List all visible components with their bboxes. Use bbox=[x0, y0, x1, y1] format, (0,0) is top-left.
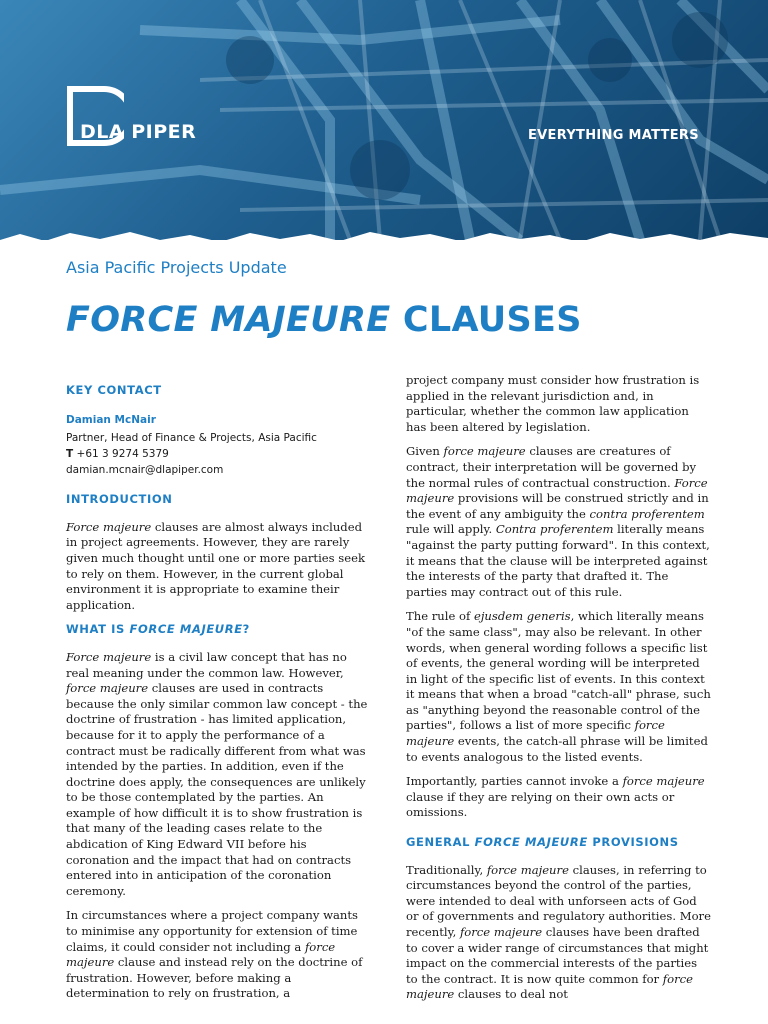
own-acts-paragraph: Importantly, parties cannot invoke a force majeure clause if they are relying on their own acts or omissions. bbox=[406, 774, 705, 820]
logo-text: DLA PIPER bbox=[80, 121, 197, 143]
contact-phone: T +61 3 9274 5379 bbox=[66, 448, 169, 461]
contact-name: Damian McNair bbox=[66, 413, 156, 426]
key-contact-heading: KEY CONTACT bbox=[66, 383, 162, 397]
contact-email[interactable]: damian.mcnair@dlapiper.com bbox=[66, 464, 224, 477]
dla-piper-logo bbox=[66, 85, 196, 155]
right-column bbox=[406, 373, 711, 1012]
key-contact-card bbox=[66, 413, 371, 479]
frustration-paragraph: project company must consider how frustration is applied in the relevant jurisdiction and, in particular, whether the common law application has been altered by legislation. bbox=[406, 373, 700, 434]
what-is-heading: WHAT IS FORCE MAJEURE? bbox=[66, 622, 250, 637]
torn-edge bbox=[0, 224, 768, 248]
ejusdem-generis-paragraph: The rule of ejusdem generis, which literally means "of the same class", may also be relevant. In other words, when general wording follows a specific list of events, the general wording will be interpreted in light of the specific list of events. In this context it means that when a broad "catch-all" phrase, such as "anything beyond the reasonable control of the parties", follows a list of more specific force majeure events, the catch-all phrase will be limited to events analogous to the listed events. bbox=[406, 609, 711, 764]
contra-proferentem-paragraph: Given force majeure clauses are creatures of contract, their interpretation will be governed by the normal rules of contractual construction. Force majeure provisions will be construed strictly and in the event of any ambiguity the contra proferentem rule will apply. Contra proferentem literally means "against the party putting forward". In this context, it means that the clause will be interpreted against the interests of the party that drafted it. The parties may contract out of this rule. bbox=[406, 444, 710, 599]
document-title: FORCE MAJEURE CLAUSES bbox=[66, 300, 582, 340]
introduction-heading: INTRODUCTION bbox=[66, 492, 173, 507]
general-provisions-heading: GENERAL FORCE MAJEURE PROVISIONS bbox=[406, 835, 679, 850]
header-banner bbox=[0, 0, 768, 240]
intro-paragraph: Force majeure clauses are almost always included in project agreements. However, they are rarely given much thought until one or more parties seek to rely on them. However, in the current global environment it is appropriate to examine their application. bbox=[66, 519, 365, 612]
what-is-paragraph-1: Force majeure is a civil law concept that has no real meaning under the common law. However, force majeure clauses are used in contracts because the only similar common law concept - the doctrine of frustration - has limited application, because for it to apply the performance of a contract must be radically different from what was intended by the parties. In addition, even if the doctrine does apply, the consequences are unlikely to be those contemplated by the parties. An example of how difficult it is to show frustration is that many of the leading cases relate to the abdication of King Edward VII before his coronation and the impact that had on contracts entered into in anticipation of the coronation ceremony. bbox=[66, 649, 368, 898]
publication-series: Asia Pacific Projects Update bbox=[66, 258, 287, 277]
general-provisions-paragraph: Traditionally, force majeure clauses, in referring to circumstances beyond the control of the parties, were intended to deal with unforseen acts of God or of governments and regulatory authorities. More recently, force majeure clauses have been drafted to cover a wider range of circumstances that might impact on the commercial interests of the parties to the contract. It is now quite common for force majeure clauses to deal not bbox=[406, 862, 711, 1002]
contact-role: Partner, Head of Finance & Projects, Asia Pacific bbox=[66, 432, 317, 445]
what-is-paragraph-2: In circumstances where a project company wants to minimise any opportunity for extension of time claims, it could consider not including a force majeure clause and instead rely on the doctrine of frustration. However, before making a determination to rely on frustration, a bbox=[66, 908, 363, 1001]
left-column bbox=[66, 383, 371, 1011]
brand-tagline: EVERYTHING MATTERS bbox=[528, 128, 699, 143]
